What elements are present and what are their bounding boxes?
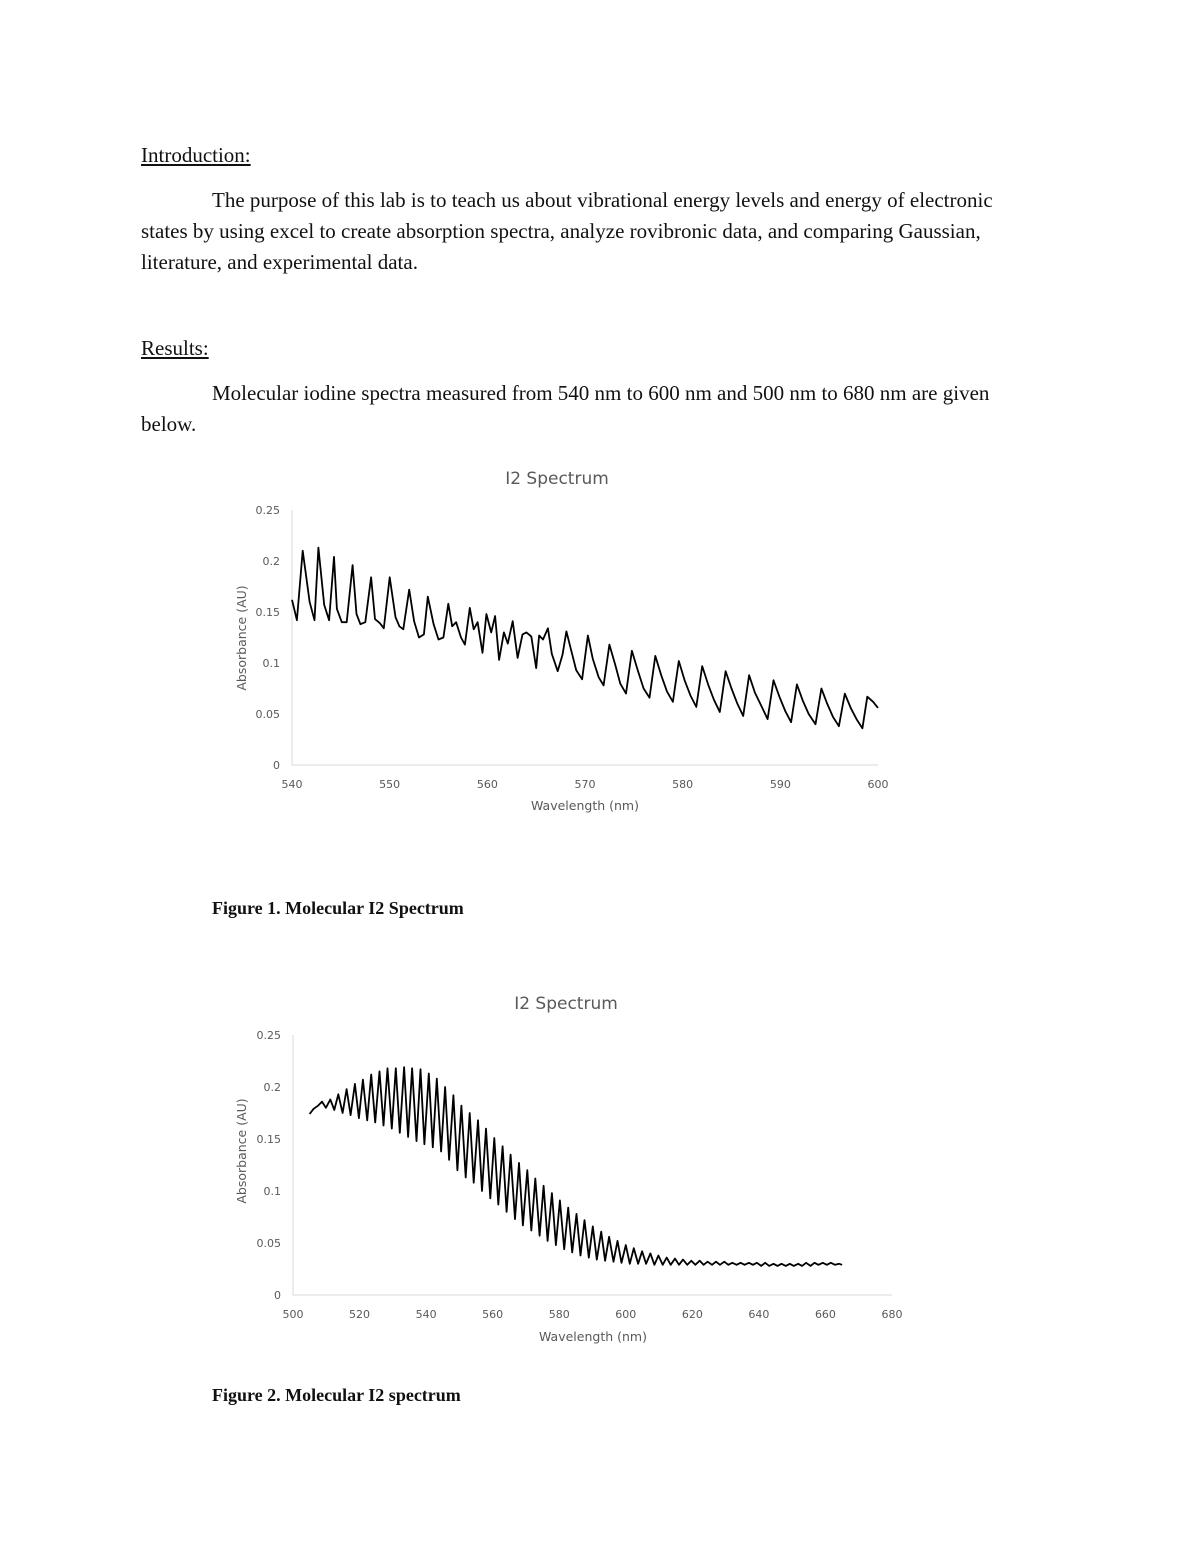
y-tick-label: 0.15	[255, 606, 280, 619]
y-tick-labels	[257, 1029, 282, 1302]
x-tick-labels	[282, 778, 889, 791]
x-tick-label: 620	[681, 1308, 703, 1321]
i2-spectrum-chart-1	[0, 460, 1200, 830]
x-tick-label: 600	[867, 778, 889, 791]
y-tick-label: 0.15	[256, 1133, 281, 1146]
x-tick-label: 500	[282, 1308, 304, 1321]
chart-title: I2 Spectrum	[505, 469, 609, 489]
y-tick-label: 0.1	[263, 1185, 281, 1198]
introduction-paragraph	[141, 185, 1041, 278]
results-text: Molecular iodine spectra measured from 540 nm to 600 nm and 500 nm to 680 nm are given below.	[141, 381, 990, 436]
x-tick-label: 580	[672, 778, 694, 791]
x-tick-label: 640	[748, 1308, 770, 1321]
absorbance-series-line	[310, 1067, 843, 1266]
figure-1-caption: Figure 1. Molecular I2 Spectrum	[212, 898, 464, 918]
y-tick-label: 0.25	[256, 1029, 281, 1042]
y-tick-label: 0.05	[255, 708, 280, 721]
y-axis-title: Absorbance (AU)	[234, 585, 249, 691]
x-tick-label: 570	[574, 778, 596, 791]
introduction-text: The purpose of this lab is to teach us about vibrational energy levels and energy of electronic states by using excel to create absorption spectra, analyze rovibronic data, and comparing Gaussian, literature, and experimental data.	[141, 188, 993, 274]
x-tick-label: 540	[281, 778, 303, 791]
y-tick-label: 0	[274, 1289, 281, 1302]
y-axis-title: Absorbance (AU)	[234, 1098, 249, 1204]
x-axis-title: Wavelength (nm)	[531, 798, 639, 813]
results-paragraph	[141, 378, 1041, 440]
x-tick-label: 680	[881, 1308, 903, 1321]
y-tick-label: 0.05	[256, 1237, 281, 1250]
x-tick-label: 600	[615, 1308, 637, 1321]
x-tick-label: 540	[415, 1308, 437, 1321]
absorbance-series-line	[292, 548, 878, 729]
x-tick-label: 590	[769, 778, 791, 791]
y-tick-label: 0.25	[255, 504, 280, 517]
x-tick-label: 520	[349, 1308, 371, 1321]
x-tick-label: 560	[482, 1308, 504, 1321]
figure-2-caption: Figure 2. Molecular I2 spectrum	[212, 1385, 461, 1405]
i2-spectrum-chart-2	[0, 985, 1200, 1355]
x-axis-title: Wavelength (nm)	[539, 1329, 647, 1344]
x-tick-labels	[283, 1308, 903, 1321]
chart-title: I2 Spectrum	[514, 994, 618, 1014]
x-tick-label: 580	[548, 1308, 570, 1321]
y-tick-label: 0.2	[262, 555, 280, 568]
x-tick-label: 560	[476, 778, 498, 791]
introduction-heading: Introduction:	[141, 143, 251, 167]
y-tick-label: 0.1	[262, 657, 280, 670]
y-tick-label: 0	[273, 759, 280, 772]
results-heading: Results:	[141, 336, 209, 360]
y-tick-labels	[256, 504, 281, 772]
y-tick-label: 0.2	[263, 1081, 281, 1094]
x-tick-label: 550	[379, 778, 401, 791]
x-tick-label: 660	[814, 1308, 836, 1321]
